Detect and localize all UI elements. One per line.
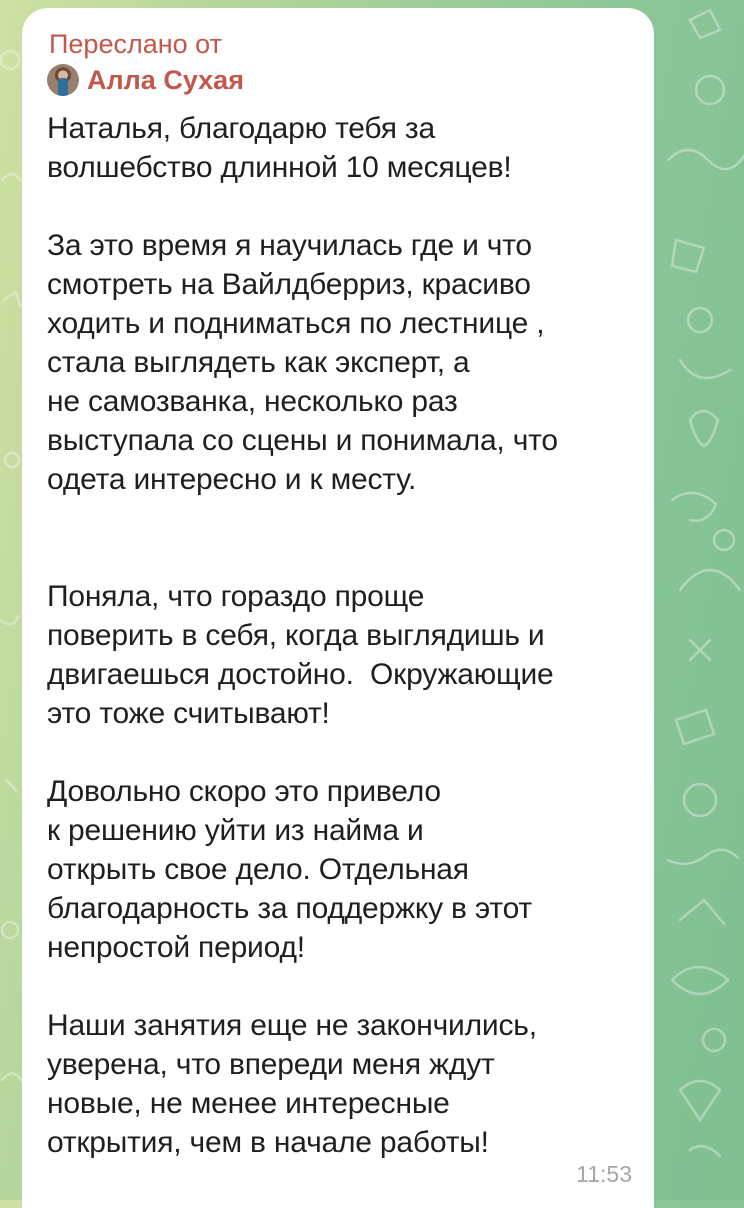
sender-avatar[interactable]	[47, 64, 79, 96]
forwarded-sender[interactable]	[47, 62, 628, 98]
sender-name[interactable]: Алла Сухая	[87, 65, 244, 95]
message-time: 11:53	[576, 1161, 632, 1187]
message-text: Наталья, благодарю тебя за волшебство длинной 10 месяцев! За это время я научилась где и что смотреть на Вайлдберриз, красиво ходить и подниматься по лестнице , стала выглядеть как эксперт, а не самозванка, несколько раз выступала со сцены и понимала, что одета интересно и к месту. Поняла, что гораздо проще поверить в себя, когда выглядишь и двигаешься достойно. Окружающие это тоже считывают! Довольно скоро это привело к решению уйти из найма и открыть свое дело. Отдельная благодарность за поддержку в этот непростой период! Наши занятия еще не закончились, уверена, что впереди меня ждут новые, не менее интересные открытия, чем в начале работы!	[47, 112, 558, 1159]
forwarded-from-label: Переслано от	[49, 29, 222, 59]
message-bubble[interactable]	[22, 8, 654, 1208]
